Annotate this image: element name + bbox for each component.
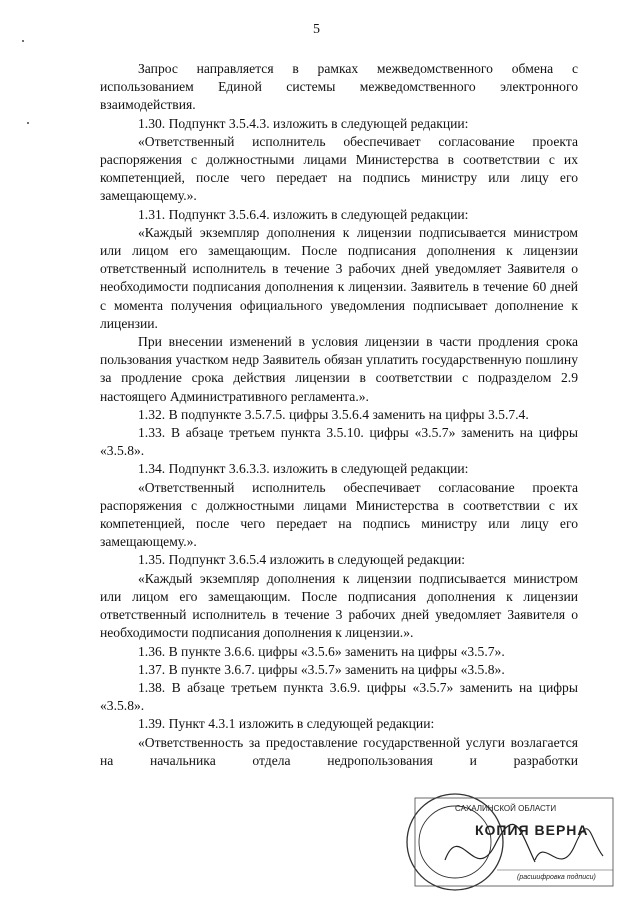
paragraph: 1.35. Подпункт 3.6.5.4 изложить в следующей редакции: [138,552,466,568]
scan-dot [27,122,29,124]
paragraph: 1.31. Подпункт 3.5.6.4. изложить в следующей редакции: [138,206,469,222]
paragraph: «Каждый экземпляр дополнения к лицензии подписывается министром или лицом его замещающим. После подписания дополнения к лицензии ответственный исполнитель в течение 3 рабочих дней уведомляет Заявителя о необходимости подписания дополнения к лицензии.». [100,570,578,641]
paragraph: 1.33. В абзаце третьем пункта 3.5.10. цифры «3.5.7» заменить на цифры «3.5.8». [100,425,578,459]
paragraph: «Ответственный исполнитель обеспечивает согласование проекта распоряжения с должностными лицами Министерства в соответствии с их компетенцией, после чего передает на подпись министру или лицу его замещающему.». [100,133,578,204]
paragraph: При внесении изменений в условия лицензии в части продления срока пользования участком недр Заявитель обязан уплатить государственную пошлину за продление срока действия лицензии в соответствии с подразделом 2.9 настоящего Административного регламента.». [100,334,578,404]
paragraph: 1.38. В абзаце третьем пункта 3.6.9. цифры «3.5.7» заменить на цифры «3.5.8». [100,679,578,714]
paragraph: «Каждый экземпляр дополнения к лицензии подписывается министром или лицом его замещающим. После подписания дополнения к лицензии ответственный исполнитель в течение 3 рабочих дней уведомляет Заявителя о необходимости подписания дополнения к лицензии. Заявитель в течение 60 дней с момента получения официального уведомления подписывает дополнение к лицензии. [100,224,578,331]
document-body [100,60,578,770]
paragraph: 1.37. В пункте 3.6.7. цифры «3.5.7» заменить на цифры «3.5.8». [138,661,505,677]
paragraph: 1.36. В пункте 3.6.6. цифры «3.5.6» заменить на цифры «3.5.7». [138,643,505,659]
paragraph: Запрос направляется в рамках межведомственного обмена с использованием Единой системы межведомственного электронного взаимодействия. [100,61,578,113]
stamp-department: САХАЛИНСКОЙ ОБЛАСТИ [455,804,557,813]
paragraph: 1.34. Подпункт 3.6.3.3. изложить в следующей редакции: [138,461,469,477]
scan-dot [22,40,24,42]
paragraph: «Ответственность за предоставление государственной услуги возлагается на начальника отдела недропользования и разработки [100,734,578,768]
signature-caption: (расшифровка подписи) [517,874,596,881]
page-number: 5 [313,22,320,37]
paragraph: 1.39. Пункт 4.3.1 изложить в следующей редакции: [138,716,435,732]
copy-certified-text: КОПИЯ ВЕРНА [475,822,589,838]
paragraph: 1.30. Подпункт 3.5.4.3. изложить в следующей редакции: [138,115,469,131]
certification-stamp [385,790,620,895]
paragraph: «Ответственный исполнитель обеспечивает согласование проекта распоряжения с должностными лицами Министерства в соответствии с их компетенцией, после чего передает на подпись министру или лицу его замещающему.». [100,479,578,550]
paragraph: 1.32. В подпункте 3.5.7.5. цифры 3.5.6.4 заменить на цифры 3.5.7.4. [138,406,529,422]
